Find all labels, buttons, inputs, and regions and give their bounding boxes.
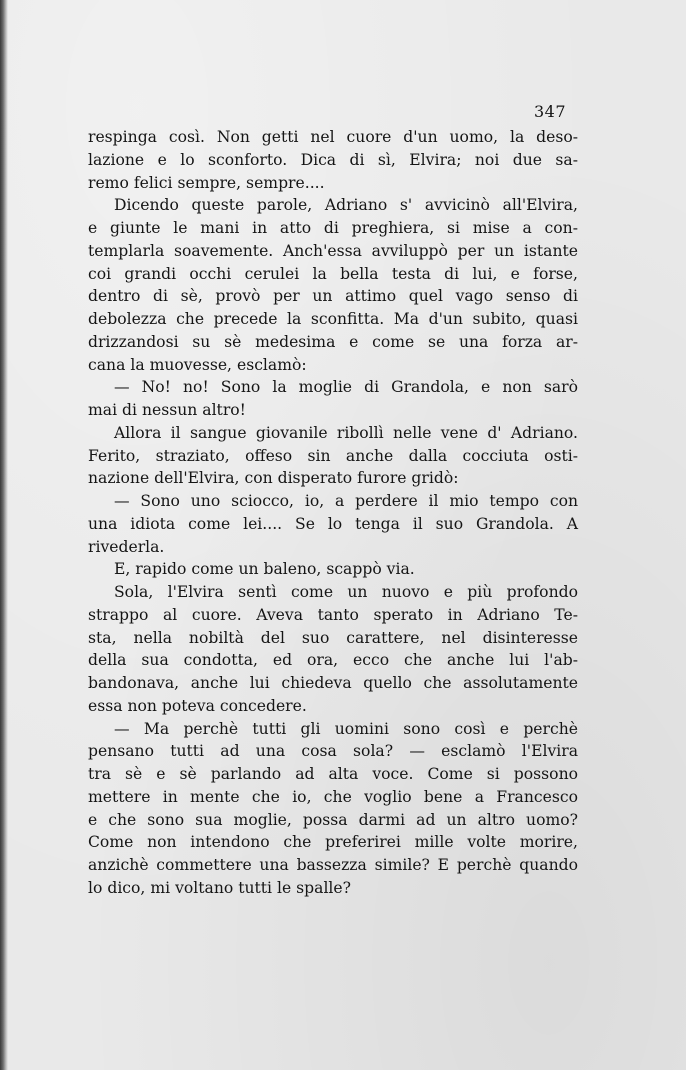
- text-line: rivederla.: [88, 537, 165, 556]
- text-line: mettere in mente che io, che voglio bene a Francesco: [88, 787, 578, 806]
- text-line: strappo al cuore. Aveva tanto sperato in Adriano Te-: [88, 605, 578, 624]
- text-line: lazione e lo sconforto. Dica di sì, Elvira; noi due sa-: [88, 150, 578, 169]
- text-line: lo dico, mi voltano tutti le spalle?: [88, 878, 352, 897]
- text-line: — No! no! Sono la moglie di Grandola, e non sarò: [114, 378, 578, 397]
- text-line: dentro di sè, provò per un attimo quel vago senso di: [88, 287, 578, 306]
- text-line: anzichè commettere una bassezza simile? E perchè quando: [88, 856, 578, 874]
- text-line: della sua condotta, ed ora, ecco che anche lui l'ab-: [88, 651, 578, 670]
- text-line: Sola, l'Elvira sentì come un nuovo e più profondo: [114, 583, 578, 601]
- text-line: sta, nella nobiltà del suo carattere, nel disinteresse: [88, 628, 578, 647]
- text-line: nazione dell'Elvira, con disperato furore gridò:: [88, 469, 459, 488]
- text-line: pensano tutti ad una cosa sola? — esclamò l'Elvira: [88, 742, 578, 761]
- book-binding-edge: [0, 0, 8, 1070]
- text-line: mai di nessun altro!: [88, 401, 246, 419]
- text-line: drizzandosi su sè medesima e come se una forza ar-: [88, 332, 578, 351]
- text-line: templarla soavemente. Anch'essa avviluppò per un istante: [88, 241, 578, 260]
- text-line: debolezza che precede la sconfitta. Ma d'un subito, quasi: [88, 310, 578, 328]
- text-line: essa non poteva concedere.: [88, 696, 307, 715]
- text-line: una idiota come lei.... Se lo tenga il suo Grandola. A: [88, 514, 578, 533]
- text-line: bandonava, anche lui chiedeva quello che assolutamente: [88, 674, 578, 692]
- text-line: Dicendo queste parole, Adriano s' avvicinò all'Elvira,: [114, 196, 578, 215]
- page-number: 347: [534, 102, 567, 121]
- text-line: respinga così. Non getti nel cuore d'un uomo, la deso-: [88, 128, 578, 146]
- text-line: Ferito, straziato, offeso sin anche dalla cocciuta osti-: [88, 446, 578, 465]
- text-line: tra sè e sè parlando ad alta voce. Come si possono: [88, 765, 578, 783]
- text-line: Allora il sangue giovanile ribollì nelle vene d' Adriano.: [114, 423, 578, 442]
- text-line: coi grandi occhi cerulei la bella testa di lui, e forse,: [88, 264, 578, 283]
- text-line: remo felici sempre, sempre....: [88, 173, 325, 192]
- text-line: Come non intendono che preferirei mille volte morire,: [88, 833, 578, 852]
- text-line: — Sono uno sciocco, io, a perdere il mio tempo con: [114, 492, 578, 510]
- text-line: cana la muovesse, esclamò:: [88, 355, 307, 374]
- text-line: e che sono sua moglie, possa darmi ad un altro uomo?: [88, 810, 578, 829]
- text-line: — Ma perchè tutti gli uomini sono così e perchè: [114, 719, 578, 738]
- text-line: e giunte le mani in atto di preghiera, si mise a con-: [88, 219, 578, 237]
- body-text: [88, 126, 578, 900]
- text-line: E, rapido come un baleno, scappò via.: [114, 560, 415, 579]
